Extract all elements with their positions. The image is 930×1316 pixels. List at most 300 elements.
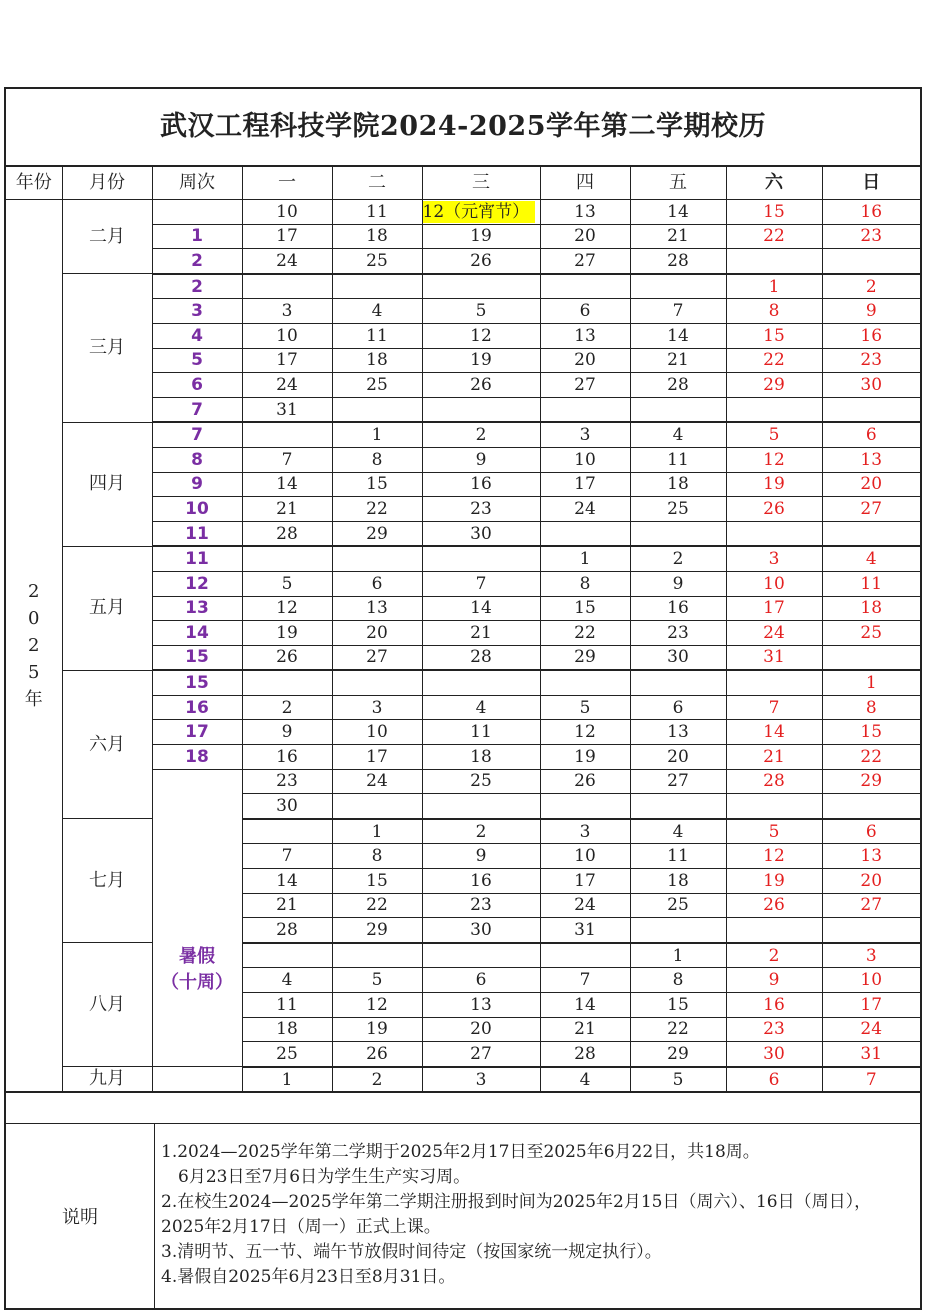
week-number: 3 — [152, 299, 242, 324]
note-line: 2.在校生2024—2025学年第二学期注册报到时间为2025年2月15日（周六）、16日（周日），2025年2月17日（周一）正式上课。 — [161, 1192, 872, 1238]
day-cell: 4 — [540, 1067, 630, 1092]
day-cell: 11 — [332, 323, 422, 348]
year-char: 5 — [28, 662, 40, 684]
day-cell: 11 — [242, 993, 332, 1018]
notes-section — [6, 1124, 920, 1308]
week-number: 6 — [152, 373, 242, 398]
day-cell: 26 — [422, 373, 540, 398]
day-cell: 14 — [242, 472, 332, 497]
day-cell: 1 — [332, 819, 422, 844]
day-cell: 24 — [726, 621, 822, 646]
day-cell: 10 — [726, 571, 822, 596]
day-cell — [422, 670, 540, 695]
day-cell: 17 — [242, 224, 332, 249]
table-row — [6, 819, 920, 844]
day-cell: 23 — [422, 497, 540, 522]
vacation-label: 暑假 — [179, 945, 215, 967]
day-cell: 30 — [822, 373, 920, 398]
day-cell: 1 — [630, 943, 726, 968]
day-cell — [422, 397, 540, 422]
week-number: 2 — [152, 274, 242, 299]
day-cell: 7 — [726, 695, 822, 720]
week-number: 1 — [152, 224, 242, 249]
table-row — [6, 546, 920, 571]
day-cell: 28 — [422, 645, 540, 670]
day-cell: 4 — [630, 422, 726, 447]
day-cell: 21 — [242, 893, 332, 918]
day-cell: 11 — [630, 447, 726, 472]
week-number: 5 — [152, 348, 242, 373]
table-row — [6, 670, 920, 695]
day-cell: 30 — [422, 918, 540, 943]
day-cell: 25 — [332, 249, 422, 274]
day-cell: 21 — [726, 745, 822, 770]
year-char: 年 — [24, 689, 43, 711]
day-cell: 26 — [242, 645, 332, 670]
day-cell: 2 — [822, 274, 920, 299]
day-cell: 28 — [540, 1042, 630, 1067]
day-cell: 6 — [822, 422, 920, 447]
day-cell: 22 — [332, 497, 422, 522]
week-number: 15 — [152, 645, 242, 670]
day-cell: 27 — [540, 373, 630, 398]
day-cell: 28 — [630, 373, 726, 398]
day-cell: 5 — [630, 1067, 726, 1092]
day-cell — [822, 521, 920, 546]
table-row — [6, 1067, 920, 1092]
day-cell: 27 — [822, 497, 920, 522]
day-cell: 19 — [332, 1017, 422, 1042]
day-cell: 20 — [540, 224, 630, 249]
day-cell: 13 — [422, 993, 540, 1018]
day-cell — [242, 819, 332, 844]
day-cell: 5 — [726, 422, 822, 447]
day-cell: 15 — [332, 869, 422, 894]
notes-label: 说明 — [6, 1124, 155, 1308]
vacation-duration: （十周） — [161, 971, 233, 993]
day-cell: 26 — [726, 893, 822, 918]
day-cell: 8 — [822, 695, 920, 720]
day-cell: 12 — [726, 447, 822, 472]
week-number: 11 — [152, 521, 242, 546]
note-line: 4.暑假自2025年6月23日至8月31日。 — [161, 1267, 456, 1288]
day-cell: 29 — [630, 1042, 726, 1067]
day-cell — [630, 397, 726, 422]
day-cell — [242, 546, 332, 571]
day-cell: 16 — [422, 472, 540, 497]
header-fri: 五 — [630, 167, 726, 200]
day-cell: 15 — [726, 200, 822, 225]
day-cell: 11 — [630, 844, 726, 869]
day-cell — [332, 943, 422, 968]
day-cell: 4 — [332, 299, 422, 324]
day-cell: 28 — [242, 521, 332, 546]
day-cell: 23 — [242, 769, 332, 794]
table-row — [6, 200, 920, 225]
table-row — [6, 422, 920, 447]
day-cell: 15 — [540, 596, 630, 621]
day-cell: 25 — [242, 1042, 332, 1067]
week-number: 8 — [152, 447, 242, 472]
day-cell — [242, 943, 332, 968]
month-cell: 九月 — [62, 1067, 152, 1092]
day-cell: 24 — [332, 769, 422, 794]
day-cell: 1 — [332, 422, 422, 447]
day-cell: 14 — [540, 993, 630, 1018]
day-cell: 24 — [540, 497, 630, 522]
week-number: 17 — [152, 720, 242, 745]
day-cell: 27 — [332, 645, 422, 670]
day-cell: 3 — [822, 943, 920, 968]
day-cell: 4 — [630, 819, 726, 844]
day-cell: 26 — [540, 769, 630, 794]
week-number: 18 — [152, 745, 242, 770]
day-cell: 13 — [332, 596, 422, 621]
day-cell: 15 — [726, 323, 822, 348]
day-cell: 30 — [726, 1042, 822, 1067]
day-cell: 22 — [630, 1017, 726, 1042]
day-cell: 9 — [422, 447, 540, 472]
day-cell — [540, 274, 630, 299]
day-cell: 9 — [422, 844, 540, 869]
day-cell: 13 — [822, 844, 920, 869]
day-cell — [630, 521, 726, 546]
header-month: 月份 — [62, 167, 152, 200]
day-cell: 18 — [630, 869, 726, 894]
day-cell: 7 — [822, 1067, 920, 1092]
day-cell: 19 — [726, 869, 822, 894]
summer-vacation-cell — [152, 769, 242, 1067]
day-cell: 24 — [242, 249, 332, 274]
day-cell: 20 — [630, 745, 726, 770]
day-cell — [630, 274, 726, 299]
table-row — [6, 943, 920, 968]
day-cell — [422, 794, 540, 819]
day-cell — [540, 794, 630, 819]
day-cell: 5 — [726, 819, 822, 844]
day-cell: 19 — [540, 745, 630, 770]
day-cell: 3 — [332, 695, 422, 720]
table-row — [6, 274, 920, 299]
day-cell: 20 — [422, 1017, 540, 1042]
week-number: 4 — [152, 323, 242, 348]
day-cell — [540, 943, 630, 968]
day-cell: 30 — [422, 521, 540, 546]
day-cell — [422, 943, 540, 968]
day-cell: 3 — [422, 1067, 540, 1092]
day-cell: 5 — [422, 299, 540, 324]
day-cell: 12 — [422, 323, 540, 348]
day-cell: 19 — [242, 621, 332, 646]
day-cell: 16 — [422, 869, 540, 894]
day-cell: 10 — [332, 720, 422, 745]
header-tue: 二 — [332, 167, 422, 200]
day-cell: 7 — [540, 968, 630, 993]
day-cell: 25 — [822, 621, 920, 646]
day-cell: 15 — [630, 993, 726, 1018]
day-cell: 18 — [822, 596, 920, 621]
month-cell: 八月 — [62, 943, 152, 1067]
day-cell: 10 — [822, 968, 920, 993]
day-cell: 6 — [332, 571, 422, 596]
header-mon: 一 — [242, 167, 332, 200]
day-cell: 31 — [822, 1042, 920, 1067]
day-cell: 12 — [242, 596, 332, 621]
day-cell — [726, 918, 822, 943]
day-cell: 25 — [422, 769, 540, 794]
day-cell: 28 — [726, 769, 822, 794]
calendar-table — [6, 167, 920, 1091]
day-cell: 24 — [540, 893, 630, 918]
day-cell: 23 — [422, 893, 540, 918]
day-cell: 2 — [726, 943, 822, 968]
day-cell: 26 — [422, 249, 540, 274]
day-cell: 3 — [726, 546, 822, 571]
day-cell: 5 — [332, 968, 422, 993]
day-cell: 26 — [726, 497, 822, 522]
day-cell: 4 — [822, 546, 920, 571]
day-cell: 16 — [630, 596, 726, 621]
header-year: 年份 — [6, 167, 62, 200]
day-cell: 30 — [242, 794, 332, 819]
day-cell: 7 — [242, 844, 332, 869]
day-cell — [726, 670, 822, 695]
day-cell: 5 — [242, 571, 332, 596]
day-cell — [332, 670, 422, 695]
day-cell: 26 — [332, 1042, 422, 1067]
day-cell: 23 — [630, 621, 726, 646]
day-cell: 9 — [242, 720, 332, 745]
day-cell: 21 — [630, 224, 726, 249]
page-title: 武汉工程科技学院2024-2025学年第二学期校历 — [6, 89, 920, 167]
day-cell: 6 — [540, 299, 630, 324]
day-cell — [332, 794, 422, 819]
day-cell — [332, 397, 422, 422]
day-cell: 2 — [630, 546, 726, 571]
day-cell — [242, 274, 332, 299]
day-cell: 31 — [242, 397, 332, 422]
year-char: 2 — [28, 635, 40, 657]
day-cell — [242, 670, 332, 695]
day-cell: 3 — [242, 299, 332, 324]
day-cell: 10 — [540, 447, 630, 472]
day-cell: 11 — [822, 571, 920, 596]
day-cell: 22 — [822, 745, 920, 770]
day-cell: 24 — [242, 373, 332, 398]
day-cell: 22 — [726, 224, 822, 249]
day-cell — [332, 546, 422, 571]
day-cell: 23 — [822, 348, 920, 373]
day-cell: 13 — [822, 447, 920, 472]
day-cell: 19 — [422, 224, 540, 249]
day-cell: 5 — [540, 695, 630, 720]
day-cell: 7 — [630, 299, 726, 324]
day-cell: 28 — [630, 249, 726, 274]
day-cell: 2 — [242, 695, 332, 720]
day-cell: 21 — [540, 1017, 630, 1042]
day-cell: 22 — [332, 893, 422, 918]
day-cell: 4 — [422, 695, 540, 720]
day-cell: 27 — [822, 893, 920, 918]
day-cell: 21 — [630, 348, 726, 373]
day-cell: 8 — [630, 968, 726, 993]
day-cell: 19 — [726, 472, 822, 497]
day-cell: 1 — [540, 546, 630, 571]
day-cell — [332, 274, 422, 299]
week-number: 16 — [152, 695, 242, 720]
day-cell: 15 — [822, 720, 920, 745]
day-cell: 25 — [332, 373, 422, 398]
day-cell — [726, 794, 822, 819]
day-cell: 20 — [822, 869, 920, 894]
day-cell: 6 — [726, 1067, 822, 1092]
day-cell: 19 — [422, 348, 540, 373]
day-cell: 8 — [540, 571, 630, 596]
calendar-sheet — [4, 87, 922, 1310]
day-cell — [540, 521, 630, 546]
day-cell — [630, 794, 726, 819]
header-week: 周次 — [152, 167, 242, 200]
day-cell — [630, 918, 726, 943]
day-cell: 16 — [822, 323, 920, 348]
day-cell: 14 — [726, 720, 822, 745]
day-cell: 20 — [822, 472, 920, 497]
month-cell: 四月 — [62, 422, 152, 546]
header-sun: 日 — [822, 167, 920, 200]
day-cell — [822, 249, 920, 274]
header-sat: 六 — [726, 167, 822, 200]
day-cell: 31 — [540, 918, 630, 943]
week-number: 10 — [152, 497, 242, 522]
week-number: 13 — [152, 596, 242, 621]
day-cell: 12 — [726, 844, 822, 869]
day-cell: 1 — [822, 670, 920, 695]
note-line: 1.2024—2025学年第二学期于2025年2月17日至2025年6月22日，共18周。 — [161, 1142, 760, 1163]
day-cell: 3 — [540, 819, 630, 844]
day-cell: 12 — [332, 993, 422, 1018]
day-cell: 15 — [332, 472, 422, 497]
day-cell: 21 — [422, 621, 540, 646]
day-cell: 29 — [726, 373, 822, 398]
day-cell: 22 — [726, 348, 822, 373]
day-cell: 18 — [332, 348, 422, 373]
week-number: 14 — [152, 621, 242, 646]
day-cell: 27 — [540, 249, 630, 274]
day-cell: 7 — [422, 571, 540, 596]
month-cell: 六月 — [62, 670, 152, 819]
day-cell: 1 — [242, 1067, 332, 1092]
week-number: 9 — [152, 472, 242, 497]
day-cell: 18 — [242, 1017, 332, 1042]
day-cell: 6 — [630, 695, 726, 720]
day-cell: 29 — [332, 521, 422, 546]
day-cell: 17 — [540, 472, 630, 497]
note-line: 6月23日至7月6日为学生生产实习周。 — [161, 1167, 471, 1188]
day-cell: 20 — [332, 621, 422, 646]
lantern-festival-highlight: 12（元宵节） — [423, 201, 536, 223]
day-cell: 10 — [242, 200, 332, 225]
day-cell: 14 — [630, 323, 726, 348]
day-cell: 9 — [630, 571, 726, 596]
day-cell — [422, 274, 540, 299]
year-char: 2 — [28, 581, 40, 603]
day-cell — [726, 397, 822, 422]
header-wed: 三 — [422, 167, 540, 200]
day-cell: 8 — [726, 299, 822, 324]
day-cell: 2 — [422, 422, 540, 447]
day-cell: 10 — [242, 323, 332, 348]
day-cell: 13 — [540, 200, 630, 225]
day-cell: 4 — [242, 968, 332, 993]
day-cell: 17 — [726, 596, 822, 621]
day-cell: 13 — [630, 720, 726, 745]
day-cell: 21 — [242, 497, 332, 522]
week-number: 7 — [152, 422, 242, 447]
day-cell — [540, 670, 630, 695]
week-number — [152, 1067, 242, 1092]
day-cell: 9 — [726, 968, 822, 993]
day-cell: 13 — [540, 323, 630, 348]
day-cell: 10 — [540, 844, 630, 869]
notes-list — [155, 1124, 921, 1308]
day-cell: 18 — [630, 472, 726, 497]
note-line: 3.清明节、五一节、端午节放假时间待定（按国家统一规定执行）。 — [161, 1242, 662, 1263]
day-cell: 8 — [332, 844, 422, 869]
spacer-row — [6, 1091, 920, 1124]
day-cell: 17 — [242, 348, 332, 373]
day-cell: 23 — [726, 1017, 822, 1042]
year-char: 0 — [28, 608, 40, 630]
day-cell: 11 — [332, 200, 422, 225]
month-cell: 七月 — [62, 819, 152, 943]
day-cell: 22 — [540, 621, 630, 646]
day-cell: 18 — [332, 224, 422, 249]
day-cell: 29 — [332, 918, 422, 943]
day-cell: 23 — [822, 224, 920, 249]
day-cell: 30 — [630, 645, 726, 670]
year-cell — [6, 200, 62, 1092]
day-cell: 14 — [242, 869, 332, 894]
day-cell: 27 — [630, 769, 726, 794]
day-cell: 8 — [332, 447, 422, 472]
day-cell — [822, 794, 920, 819]
day-cell: 16 — [822, 200, 920, 225]
day-cell — [242, 422, 332, 447]
day-cell: 2 — [332, 1067, 422, 1092]
day-cell — [822, 645, 920, 670]
day-cell: 16 — [242, 745, 332, 770]
day-cell — [540, 397, 630, 422]
day-cell — [822, 918, 920, 943]
day-cell: 20 — [540, 348, 630, 373]
month-cell: 五月 — [62, 546, 152, 670]
week-number: 2 — [152, 249, 242, 274]
day-cell — [630, 670, 726, 695]
day-cell: 31 — [726, 645, 822, 670]
day-cell: 1 — [726, 274, 822, 299]
day-cell: 25 — [630, 893, 726, 918]
week-number: 7 — [152, 397, 242, 422]
day-cell: 17 — [332, 745, 422, 770]
day-cell: 28 — [242, 918, 332, 943]
day-cell: 25 — [630, 497, 726, 522]
week-number — [152, 200, 242, 225]
day-cell: 17 — [540, 869, 630, 894]
day-cell: 29 — [822, 769, 920, 794]
day-cell: 24 — [822, 1017, 920, 1042]
month-cell: 二月 — [62, 200, 152, 274]
day-cell: 14 — [630, 200, 726, 225]
